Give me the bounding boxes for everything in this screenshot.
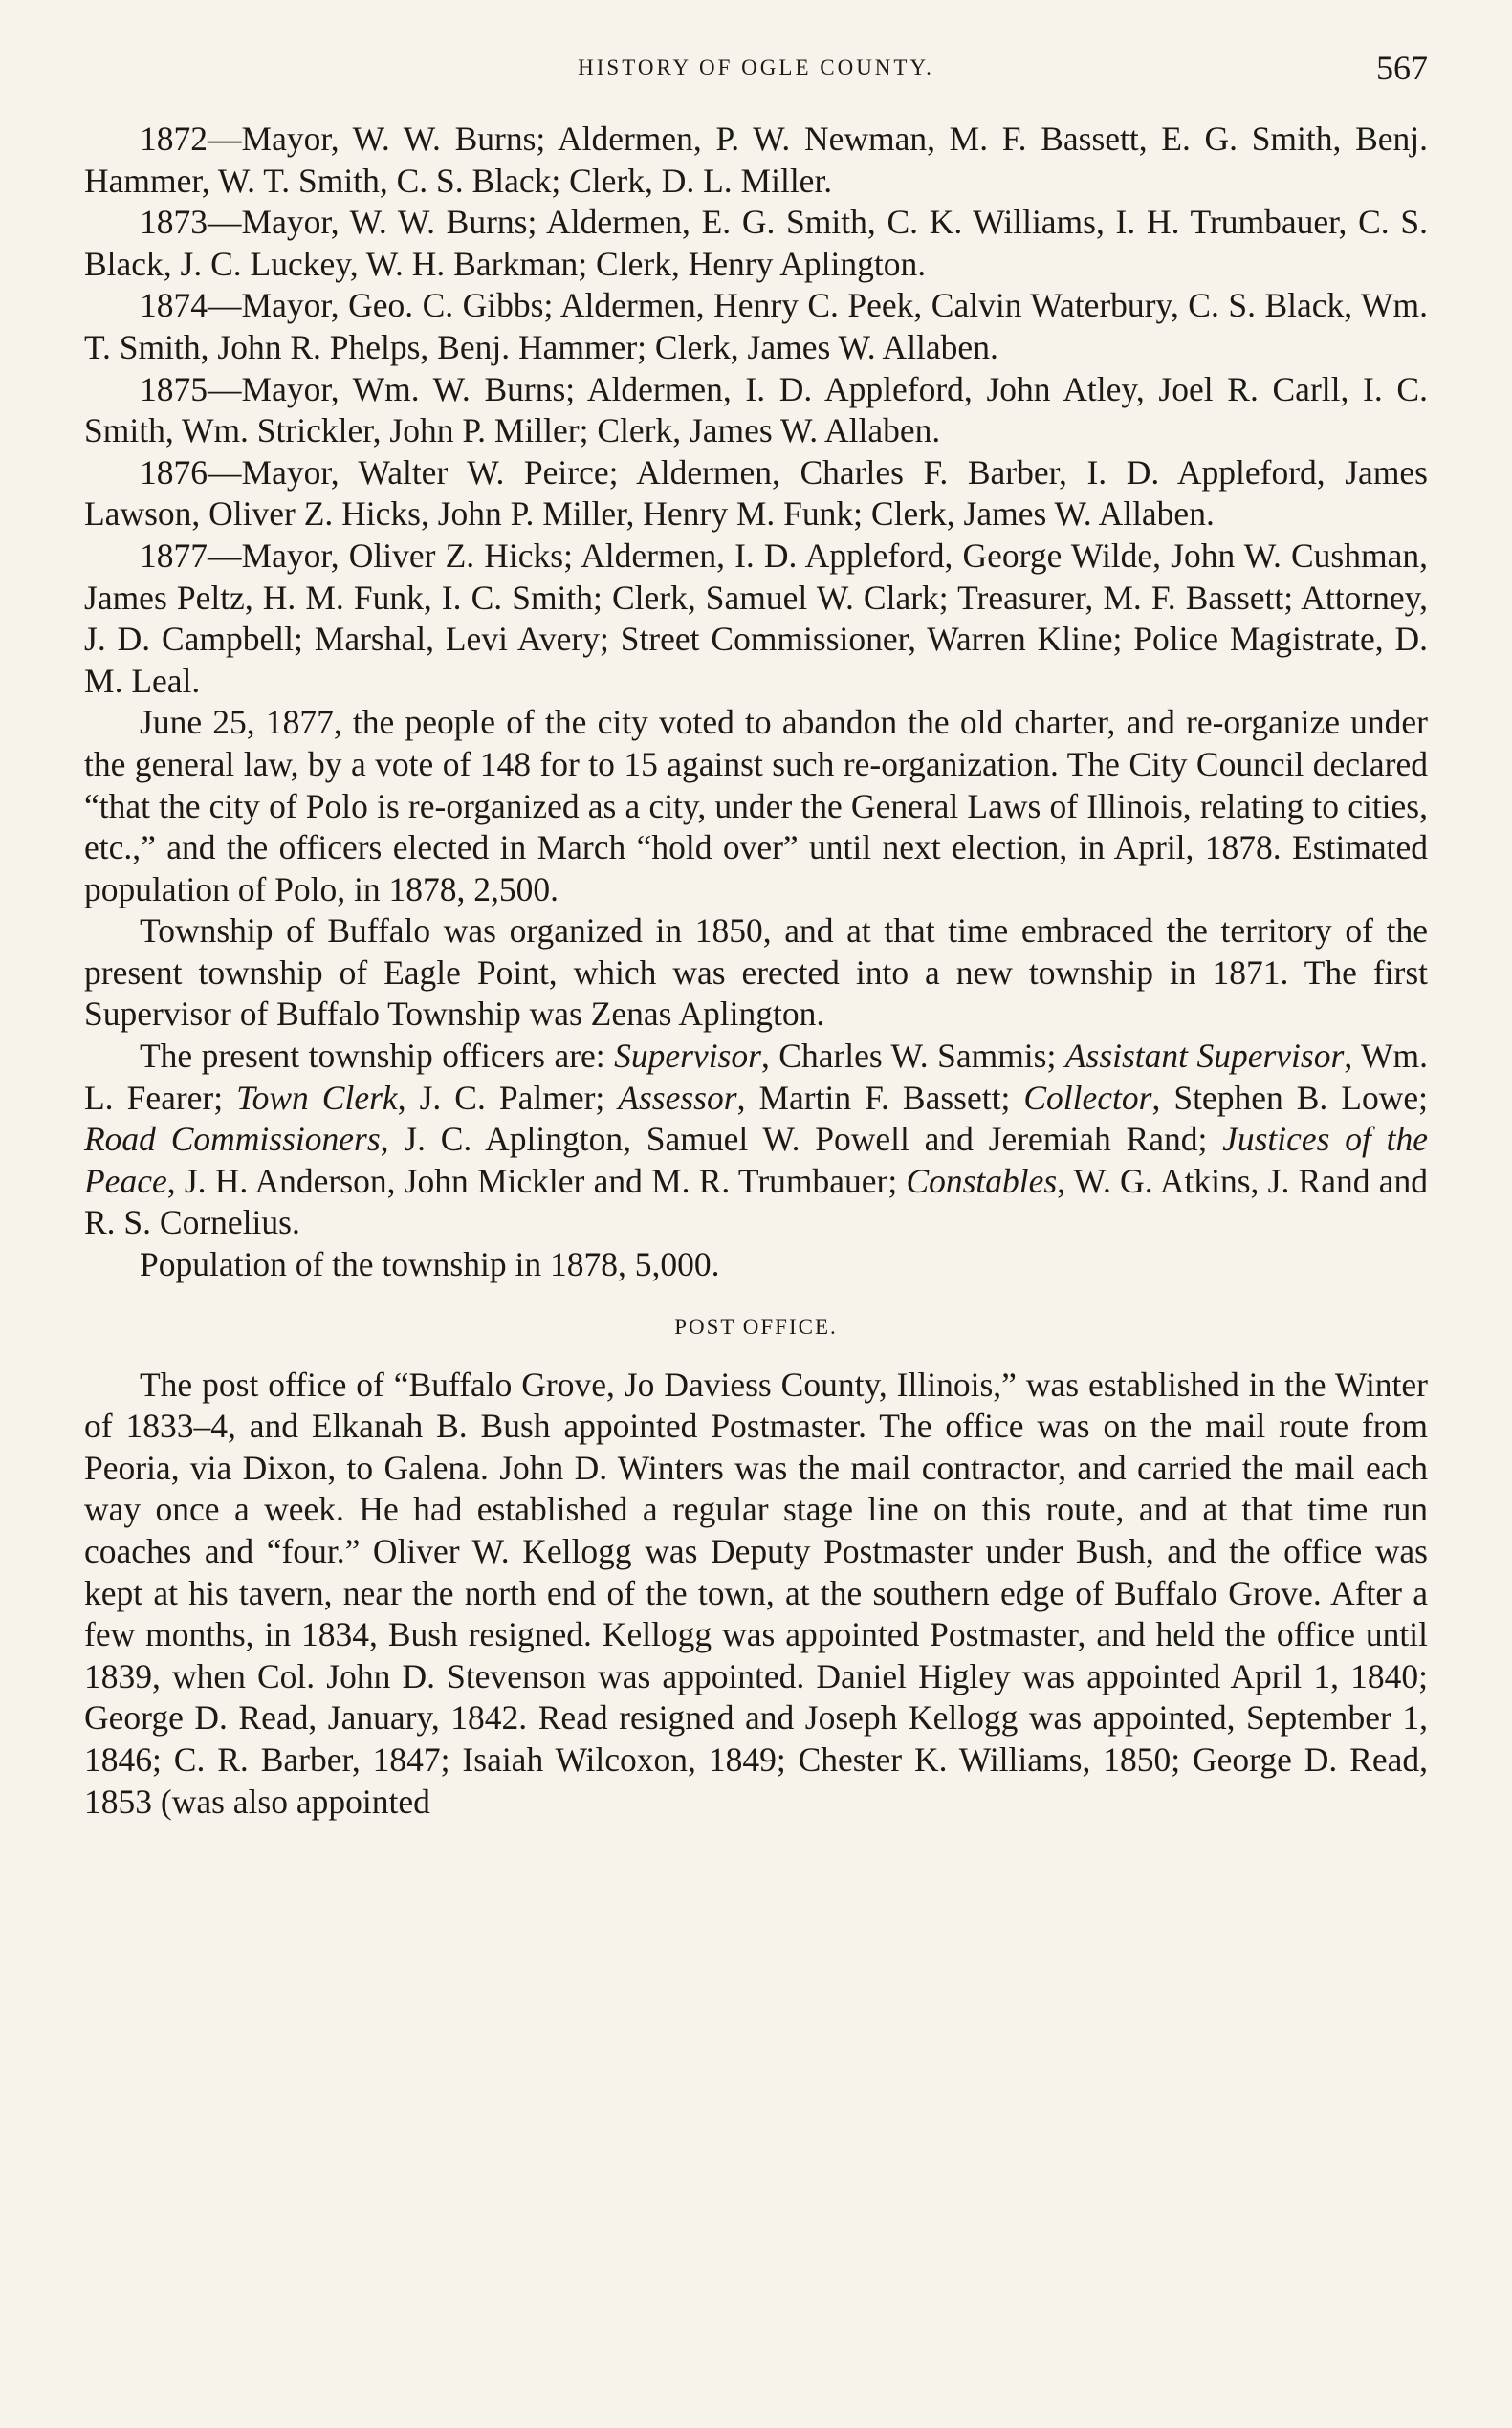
paragraph-reorganization: June 25, 1877, the people of the city voted to abandon the old charter, and re-organize under the general law, by a vote of 148 for to 15 against such re-organization. The City Council declared “that the city of Polo is re-organized as a city, under the General Laws of Illinois, relating to cities, etc.,” and the officers elected in March “hold over” until next election, in April, 1878. Estimated population of Polo, in 1878, 2,500. [84, 703, 1428, 908]
post-office-heading: POST OFFICE. [674, 1314, 838, 1339]
paragraph-1875: 1875—Mayor, Wm. W. Burns; Aldermen, I. D. Appleford, John Atley, Joel R. Carll, I. C. Smith, Wm. Strickler, John P. Miller; Clerk, James W. Allaben. [84, 369, 1428, 450]
body-text [84, 119, 1428, 1823]
collector-label: Collector [1023, 1078, 1152, 1117]
collector-value: , Stephen B. Lowe; [1151, 1078, 1428, 1117]
running-header [84, 48, 1428, 105]
paragraph-1877: 1877—Mayor, Oliver Z. Hicks; Aldermen, I. D. Appleford, George Wilde, John W. Cushman, James Peltz, H. M. Funk, I. C. Smith; Clerk, Samuel W. Clark; Treasurer, M. F. Bassett; Attorney, J. D. Campbell; Marshal, Levi Avery; Street Commissioner, Warren Kline; Police Magistrate, D. M. Leal. [84, 536, 1428, 700]
justices-label: Justices of the Peace [84, 1120, 1429, 1200]
road-commissioners-value: , J. C. Aplington, Samuel W. Powell and Jeremiah Rand; [380, 1120, 1223, 1159]
officers-intro: The present township officers are: [140, 1037, 615, 1076]
town-clerk-value: , J. C. Palmer; [397, 1078, 619, 1117]
paragraph-township-officers [84, 1036, 1428, 1244]
paragraph-1876: 1876—Mayor, Walter W. Peirce; Aldermen, Charles F. Barber, I. D. Appleford, James Lawson, Oliver Z. Hicks, John P. Miller, Henry M. Funk; Clerk, James W. Allaben. [84, 452, 1428, 534]
paragraph-population: Population of the township in 1878, 5,000. [140, 1245, 720, 1284]
paragraph-1874: 1874—Mayor, Geo. C. Gibbs; Aldermen, Henry C. Peek, Calvin Waterbury, C. S. Black, Wm. T. Smith, John R. Phelps, Benj. Hammer; Clerk, James W. Allaben. [84, 286, 1428, 366]
constables-label: Constables [906, 1161, 1058, 1200]
paragraph-1872: 1872—Mayor, W. W. Burns; Aldermen, P. W. Newman, M. F. Bassett, E. G. Smith, Benj. Hammer, W. T. Smith, C. S. Black; Clerk, D. L. Miller. [84, 120, 1428, 200]
running-title: HISTORY OF OGLE COUNTY. [578, 55, 934, 79]
paragraph-1873: 1873—Mayor, W. W. Burns; Aldermen, E. G. Smith, C. K. Williams, I. H. Trumbauer, C. S. Black, J. C. Luckey, W. H. Barkman; Clerk, Henry Aplington. [84, 203, 1428, 283]
assistant-supervisor-label: Assistant Supervisor [1064, 1037, 1345, 1076]
assessor-label: Assessor [618, 1078, 737, 1117]
justices-value: , J. H. Anderson, John Mickler and M. R. Trumbauer; [166, 1161, 907, 1200]
assessor-value: , Martin F. Bassett; [736, 1078, 1024, 1117]
constables-value: , W. G. Atkins, J. Rand and R. S. Cornelius. [84, 1161, 1428, 1242]
town-clerk-label: Town Clerk [236, 1078, 398, 1117]
supervisor-value: , Charles W. Sammis; [760, 1037, 1065, 1076]
paragraph-buffalo-township: Township of Buffalo was organized in 1850, and at that time embraced the territory of the present township of Eagle Point, which was erected into a new township in 1871. The first Supervisor of Buffalo Township was Zenas Aplington. [84, 911, 1428, 1034]
page-number: 567 [1376, 49, 1428, 87]
road-commissioners-label: Road Commissioners [84, 1120, 381, 1159]
paragraph-post-office: The post office of “Buffalo Grove, Jo Daviess County, Illinois,” was established in the Winter of 1833–4, and Elkanah B. Bush appointed Postmaster. The office was on the mail route from Peoria, via Dixon, to Galena. John D. Winters was the mail contractor, and carried the mail each way once a week. He had established a regular stage line on this route, and at that time run coaches and “four.” Oliver W. Kellogg was Deputy Postmaster under Bush, and the office was kept at his tavern, near the north end of the town, at the southern edge of Buffalo Grove. After a few months, in 1834, Bush resigned. Kellogg was appointed Postmaster, and held the office until 1839, when Col. John D. Stevenson was appointed. Daniel Higley was appointed April 1, 1840; George D. Read, January, 1842. Read resigned and Joseph Kellogg was appointed, September 1, 1846; C. R. Barber, 1847; Isaiah Wilcoxon, 1849; Chester K. Williams, 1850; George D. Read, 1853 (was also appointed [84, 1365, 1428, 1821]
assistant-supervisor-value: , Wm. L. Fearer; [84, 1037, 1428, 1117]
supervisor-label: Supervisor [614, 1037, 761, 1076]
